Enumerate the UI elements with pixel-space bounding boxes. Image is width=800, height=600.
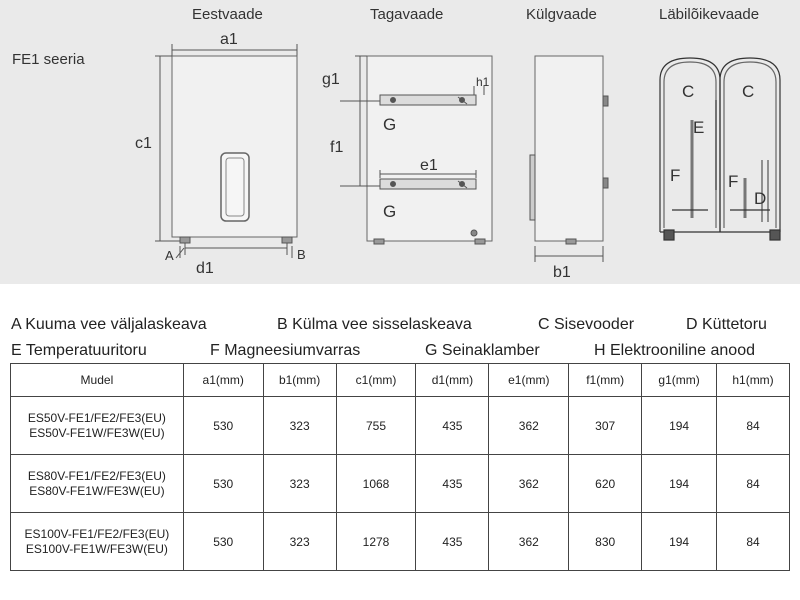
marker-b: B <box>297 247 306 262</box>
value-cell: 1068 <box>336 455 416 513</box>
back-view <box>340 56 492 244</box>
value-cell: 362 <box>489 455 569 513</box>
legend-d: D Küttetoru <box>686 316 767 333</box>
table-header-row <box>11 364 790 397</box>
marker-f-right: F <box>728 172 739 191</box>
header-c1: c1(mm) <box>336 364 416 397</box>
value-cell: 362 <box>489 397 569 455</box>
marker-c-right: C <box>742 82 755 101</box>
marker-c-left: C <box>682 82 695 101</box>
model-line: ES50V-FE1/FE2/FE3(EU) <box>27 410 166 425</box>
value-cell: 530 <box>183 455 263 513</box>
value-cell: 84 <box>717 397 790 455</box>
value-cell: 84 <box>717 513 790 571</box>
header-b1: b1(mm) <box>263 364 336 397</box>
legend-a: A Kuuma vee väljalaskeava <box>11 316 207 333</box>
marker-e: E <box>693 118 705 137</box>
legend-b: B Külma vee sisselaskeava <box>277 316 472 333</box>
dim-a1: a1 <box>220 31 238 48</box>
spec-table <box>10 363 790 571</box>
model-line: ES80V-FE1W/FE3W(EU) <box>29 483 165 498</box>
header-a1: a1(mm) <box>183 364 263 397</box>
dim-e1: e1 <box>420 157 438 174</box>
value-cell: 323 <box>263 397 336 455</box>
header-d1: d1(mm) <box>416 364 489 397</box>
back-view-title: Tagavaade <box>370 6 444 23</box>
model-line: ES80V-FE1/FE2/FE3(EU) <box>27 468 166 483</box>
section-view <box>660 58 780 240</box>
section-view-title: Läbilõikevaade <box>659 6 760 23</box>
model-cell <box>11 397 184 455</box>
value-cell: 323 <box>263 455 336 513</box>
dim-d1: d1 <box>196 260 214 277</box>
value-cell: 435 <box>416 397 489 455</box>
front-view <box>155 44 297 258</box>
value-cell: 620 <box>569 455 642 513</box>
model-line: ES100V-FE1/FE2/FE3(EU) <box>24 526 170 541</box>
value-cell: 307 <box>569 397 642 455</box>
diagram-area <box>0 0 800 284</box>
side-view <box>530 56 608 262</box>
value-cell: 530 <box>183 513 263 571</box>
table-row <box>11 455 790 513</box>
marker-f-left: F <box>670 166 681 185</box>
model-cell <box>11 513 184 571</box>
marker-g-lower: G <box>383 202 397 221</box>
value-cell: 1278 <box>336 513 416 571</box>
table-row <box>11 397 790 455</box>
dim-f1: f1 <box>330 139 344 156</box>
value-cell: 323 <box>263 513 336 571</box>
legend-g: G Seinaklamber <box>425 342 540 359</box>
value-cell: 194 <box>642 455 717 513</box>
model-line: ES100V-FE1W/FE3W(EU) <box>25 541 168 556</box>
marker-a: A <box>165 248 174 263</box>
value-cell: 362 <box>489 513 569 571</box>
dim-h1: h1 <box>476 75 490 89</box>
side-view-title: Külgvaade <box>526 6 597 23</box>
value-cell: 194 <box>642 513 717 571</box>
header-e1: e1(mm) <box>489 364 569 397</box>
table-row <box>11 513 790 571</box>
legend-c: C Sisevooder <box>538 316 635 333</box>
model-line: ES50V-FE1W/FE3W(EU) <box>29 425 165 440</box>
value-cell: 435 <box>416 455 489 513</box>
legend-h: H Elektrooniline anood <box>594 342 755 359</box>
marker-g-upper: G <box>383 115 397 134</box>
dim-b1: b1 <box>553 264 571 281</box>
dim-g1: g1 <box>322 71 340 88</box>
value-cell: 84 <box>717 455 790 513</box>
legend-f: F Magneesiumvarras <box>210 342 361 359</box>
header-h1: h1(mm) <box>717 364 790 397</box>
value-cell: 755 <box>336 397 416 455</box>
value-cell: 830 <box>569 513 642 571</box>
front-view-title: Eestvaade <box>192 6 263 23</box>
dim-c1: c1 <box>135 135 152 152</box>
value-cell: 530 <box>183 397 263 455</box>
header-model: Mudel <box>11 364 184 397</box>
model-cell <box>11 455 184 513</box>
header-f1: f1(mm) <box>569 364 642 397</box>
value-cell: 194 <box>642 397 717 455</box>
legend-e: E Temperatuuritoru <box>11 342 147 359</box>
technical-drawing <box>0 0 800 284</box>
header-g1: g1(mm) <box>642 364 717 397</box>
series-label: FE1 seeria <box>12 51 85 68</box>
value-cell: 435 <box>416 513 489 571</box>
marker-d: D <box>754 189 767 208</box>
